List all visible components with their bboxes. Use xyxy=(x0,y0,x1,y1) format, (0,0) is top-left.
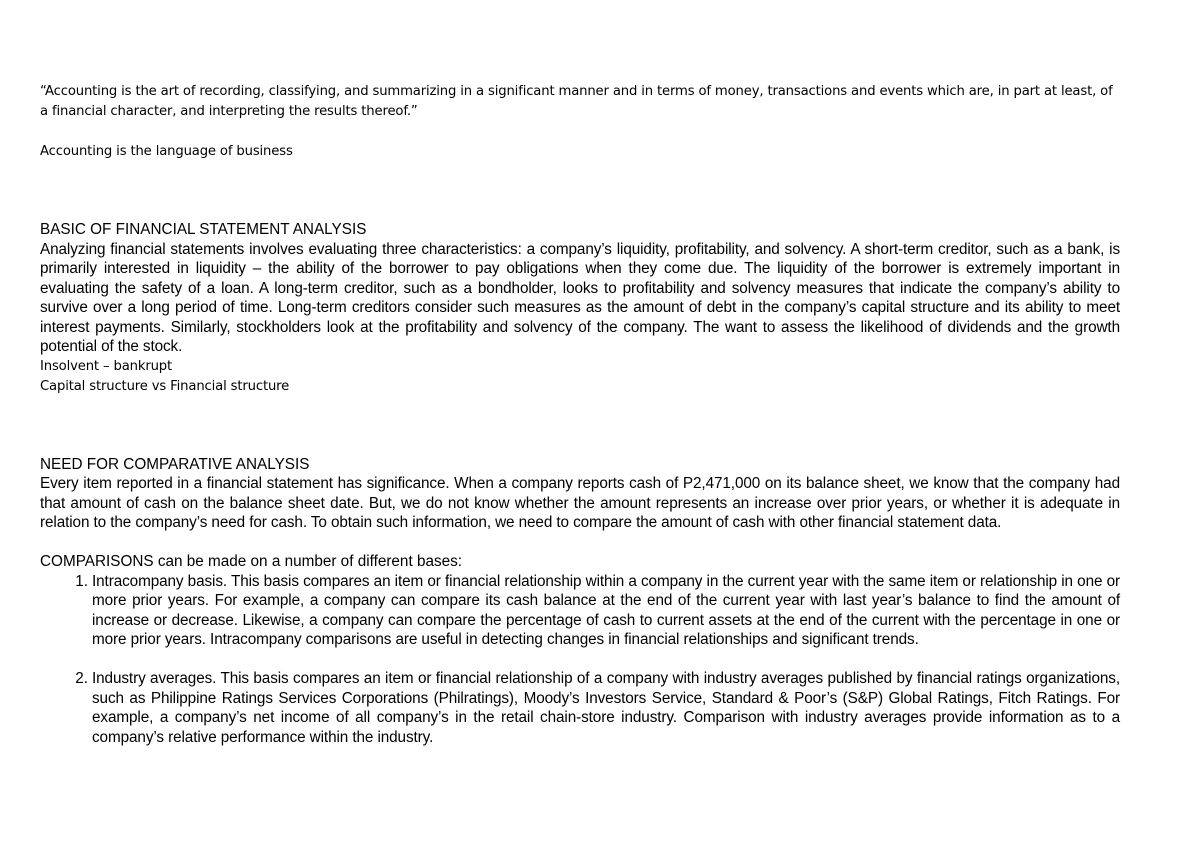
tagline: Accounting is the language of business xyxy=(40,144,293,159)
note-capital-structure: Capital structure vs Financial structure xyxy=(40,378,290,394)
section-heading: BASIC OF FINANCIAL STATEMENT ANALYSIS xyxy=(40,221,367,238)
accounting-definition-quote: “Accounting is the art of recording, classifying, and summarizing in a significant manner and in terms of money, transactions and events which are, in part at least, of a financial character, and interpreting the results thereof.” xyxy=(40,84,1113,119)
comparisons-intro: COMPARISONS can be made on a number of different bases: xyxy=(40,553,463,570)
list-item: 2. Industry averages. This basis compares an item or financial relationship of a company with industry averages published by financial ratings organizations, such as Philippine Ratings Services Corporations (Philratings), Moody’s Investors Service, Standard & Poor’s (S&P) Global Ratings, Fitch Ratings. For example, a company’s net income of all company’s in the retail chain-store industry. Comparison with industry averages provide information as to a company’s relative performance within the industry. xyxy=(92,669,1120,747)
section-basic-analysis xyxy=(40,220,1120,397)
section-heading: NEED FOR COMPARATIVE ANALYSIS xyxy=(40,455,310,473)
comparisons-list xyxy=(40,572,1120,748)
section-paragraph: Analyzing financial statements involves evaluating three characteristics: a company’s liquidity, profitability, and solvency. A short-term creditor, such as a bank, is primarily interested in liquidity – the ability of the borrower to pay obligations when they come due. The liquidity of the borrower is extremely important in evaluating the safety of a loan. A long-term creditor, such as a bondholder, looks to profitability and solvency measures that indicate the company’s ability to survive over a long period of time. Long-term creditors consider such measures as the amount of debt in the company’s capital structure and its ability to meet interest payments. Similarly, stockholders look at the profitability and solvency of the company. The want to assess the likelihood of dividends and the growth potential of the stock. xyxy=(40,240,1120,355)
section-paragraph: Every item reported in a financial statement has significance. When a company reports cash of P2,471,000 on its balance sheet, we know that the company had that amount of cash on the balance sheet date. But, we do not know whether the amount represents an increase over prior years, or whether it is adequate in relation to the company’s need for cash. To obtain such information, we need to compare the amount of cash with other financial statement data. xyxy=(40,475,1120,531)
section-comparative-analysis xyxy=(40,455,1120,533)
section-comparisons xyxy=(40,552,1120,747)
note-insolvent: Insolvent – bankrupt xyxy=(40,358,173,374)
list-item: 1. Intracompany basis. This basis compares an item or financial relationship within a company in the current year with the same item or relationship in one or more prior years. For example, a company can compare its cash balance at the end of the current year with last year’s balance to find the amount of increase or decrease. Likewise, a company can compare the percentage of cash to current assets at the end of the current with the percentage in one or more prior years. Intracompany comparisons are useful in detecting changes in financial relationships and significant trends. xyxy=(92,572,1120,650)
document-body xyxy=(40,82,1120,747)
